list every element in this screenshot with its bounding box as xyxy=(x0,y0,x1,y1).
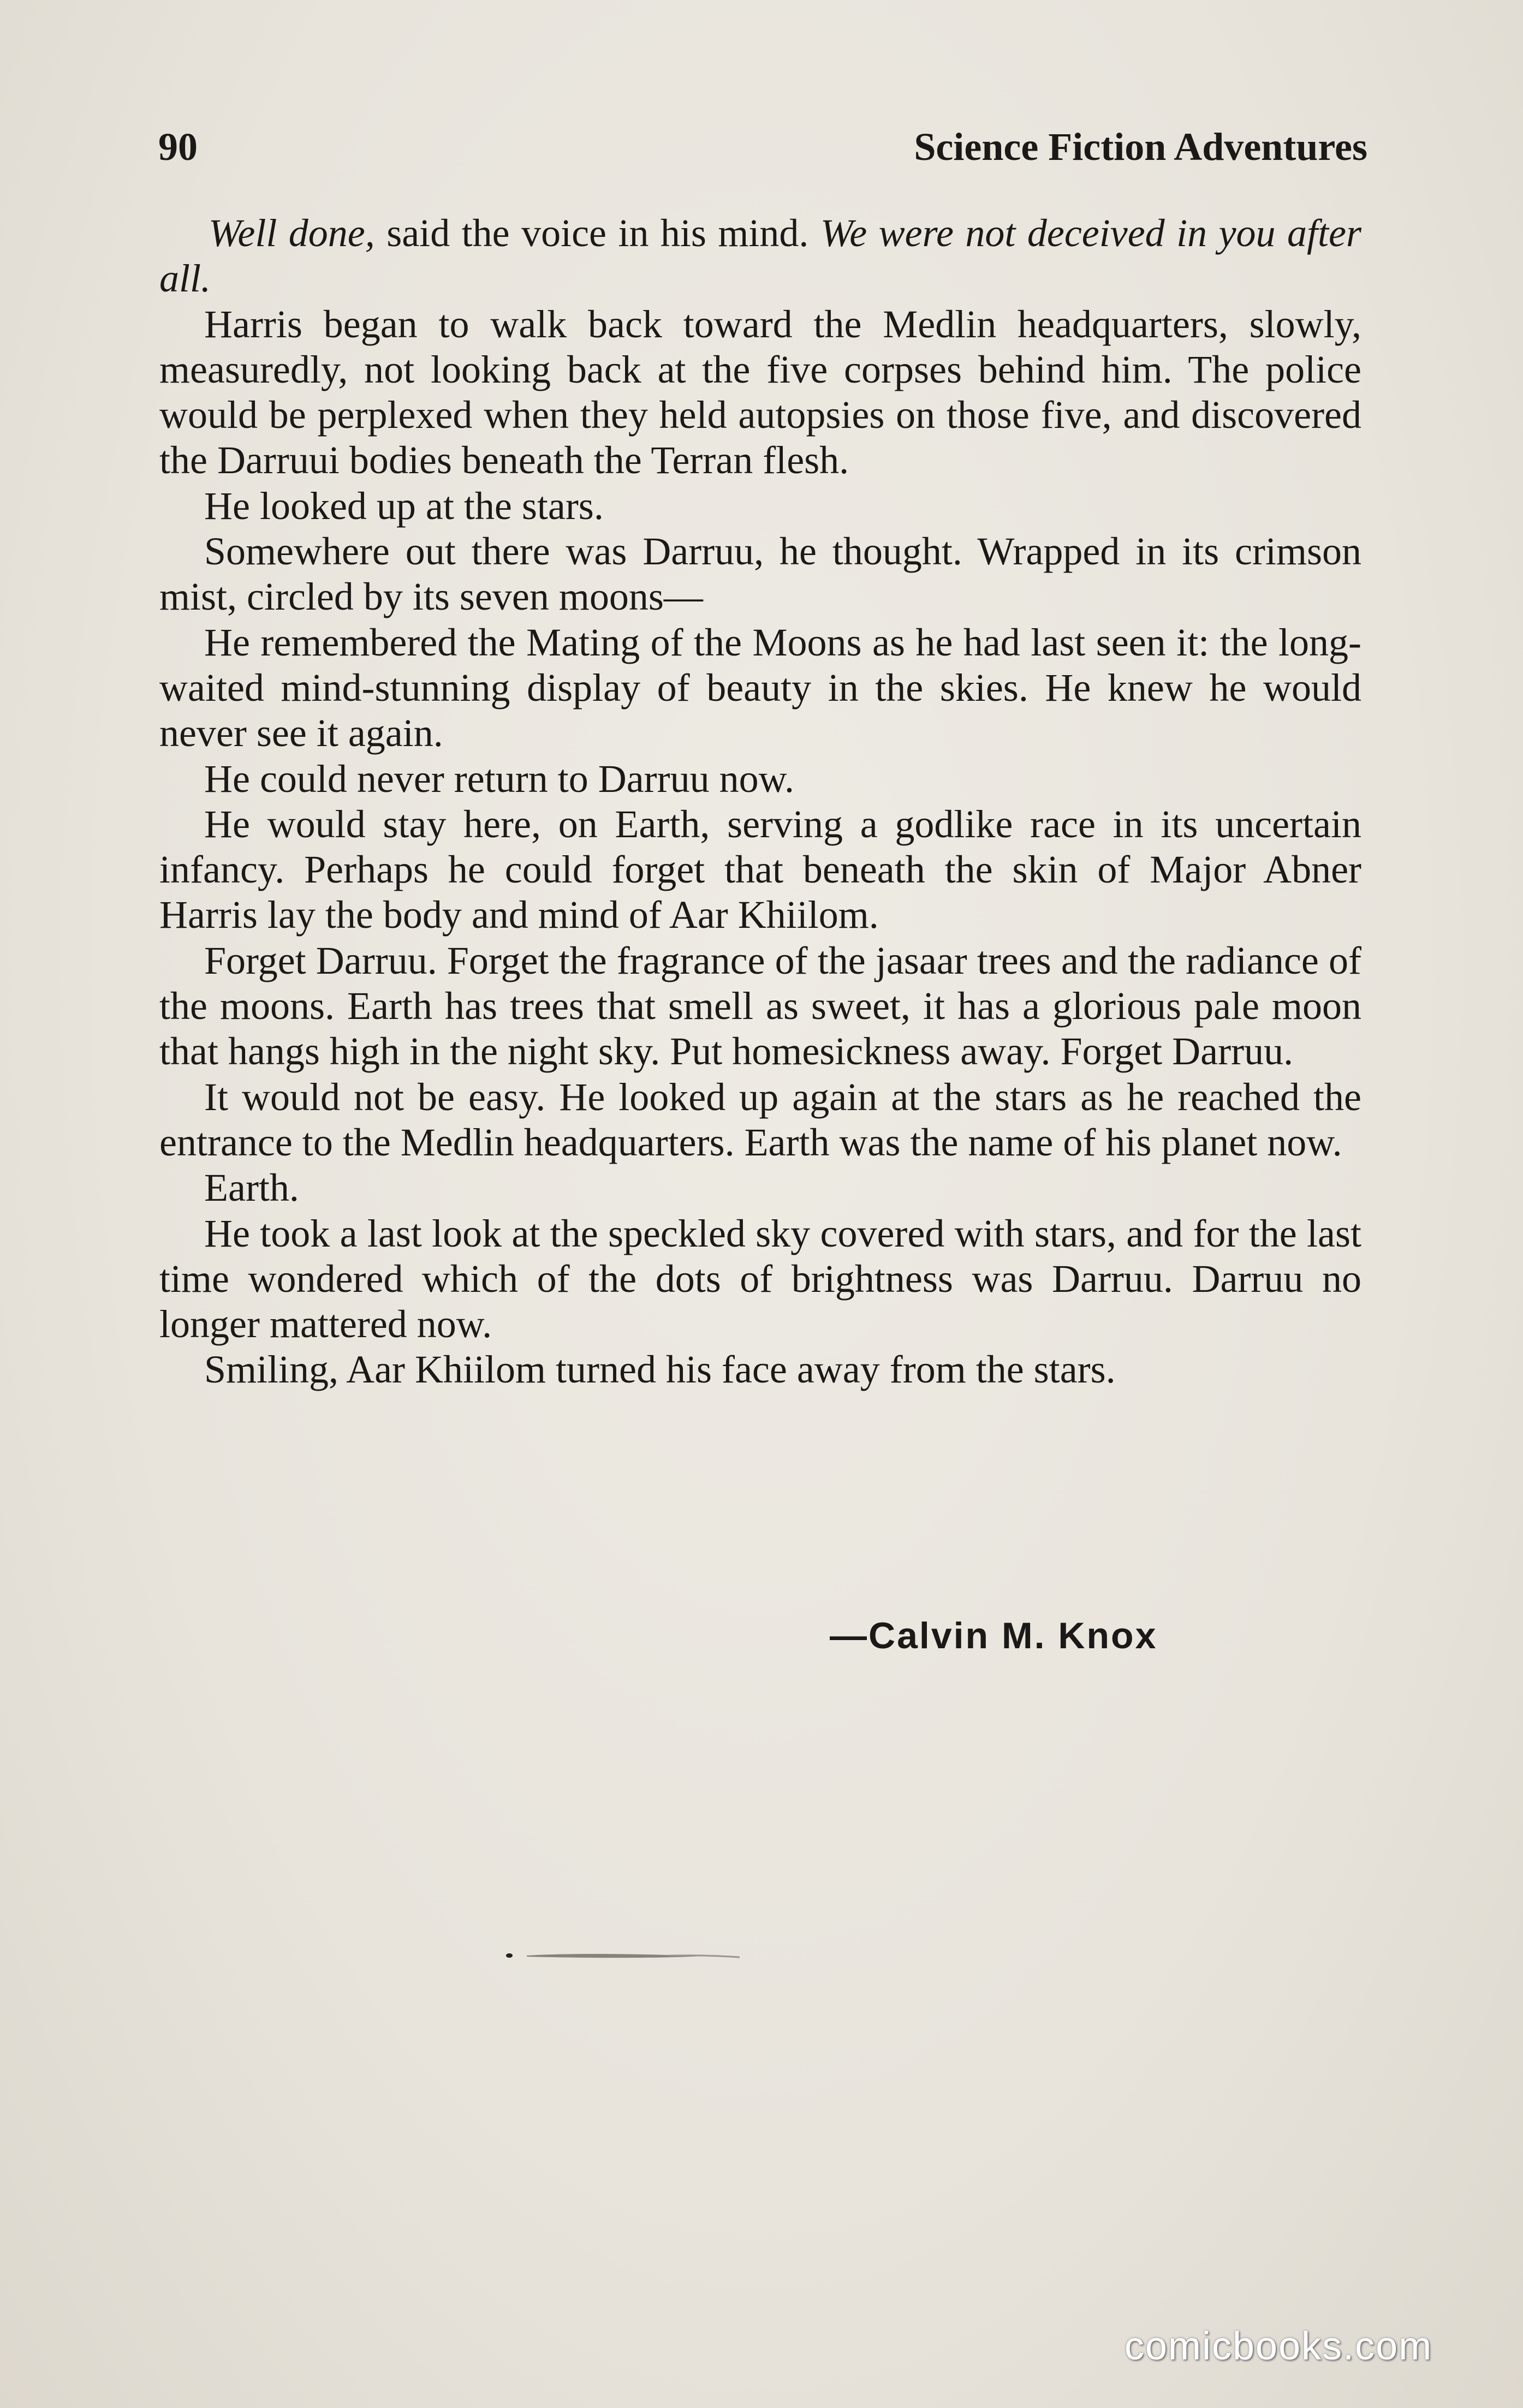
page-number: 90 xyxy=(158,125,198,169)
running-title: Science Fiction Adventures xyxy=(914,125,1367,169)
page-header xyxy=(158,124,1367,179)
paragraph: It would not be easy. He looked up again at the stars as he reached the entrance to the Medlin headquarters. Earth was the name of his planet now. xyxy=(159,1075,1361,1164)
italic-text: We were not deceived in you after all. xyxy=(159,211,1361,301)
paragraph: Earth. xyxy=(204,1166,299,1210)
paragraph: Somewhere out there was Darruu, he thought. Wrapped in its crimson mist, circled by its seven moons— xyxy=(159,529,1361,619)
paragraph: He looked up at the stars. xyxy=(204,484,604,528)
author-signature: —Calvin M. Knox xyxy=(830,1615,1158,1656)
paragraph: He took a last look at the speckled sky covered with stars, and for the last time wondered which of the dots of brightness was Darruu. Darruu no longer mattered now. xyxy=(159,1211,1361,1346)
italic-text: Well done, xyxy=(209,211,375,255)
paragraph: Harris began to walk back toward the Medlin headquarters, slowly, measuredly, not looking back at the five corpses behind him. The police would be perplexed when they held autopsies on those five, and discovered the Darruui bodies beneath the Terran flesh. xyxy=(159,302,1361,482)
paragraph: Smiling, Aar Khiilom turned his face away from the stars. xyxy=(204,1348,1116,1392)
paragraph: He would stay here, on Earth, serving a godlike race in its uncertain infancy. Perhaps he could forget that beneath the skin of Major Abner Harris lay the body and mind of Aar Khiilom. xyxy=(159,802,1361,937)
plain-text: said the voice in his mind. xyxy=(374,211,820,255)
ink-smudge xyxy=(505,1951,745,1962)
watermark-text: comicbooks.com xyxy=(1125,2324,1433,2368)
story-text xyxy=(159,211,1361,1393)
paragraph: Forget Darruu. Forget the fragrance of the jasaar trees and the radiance of the moons. Earth has trees that smell as sweet, it has a glorious pale moon that hangs high in the night sky. Put homesickness away. Forget Darruu. xyxy=(159,938,1361,1074)
paragraph: He could never return to Darruu now. xyxy=(204,756,794,801)
paragraph: He remembered the Mating of the Moons as he had last seen it: the long-waited mind-stunning display of beauty in the skies. He knew he would never see it again. xyxy=(159,620,1361,755)
paragraph xyxy=(159,211,1361,302)
